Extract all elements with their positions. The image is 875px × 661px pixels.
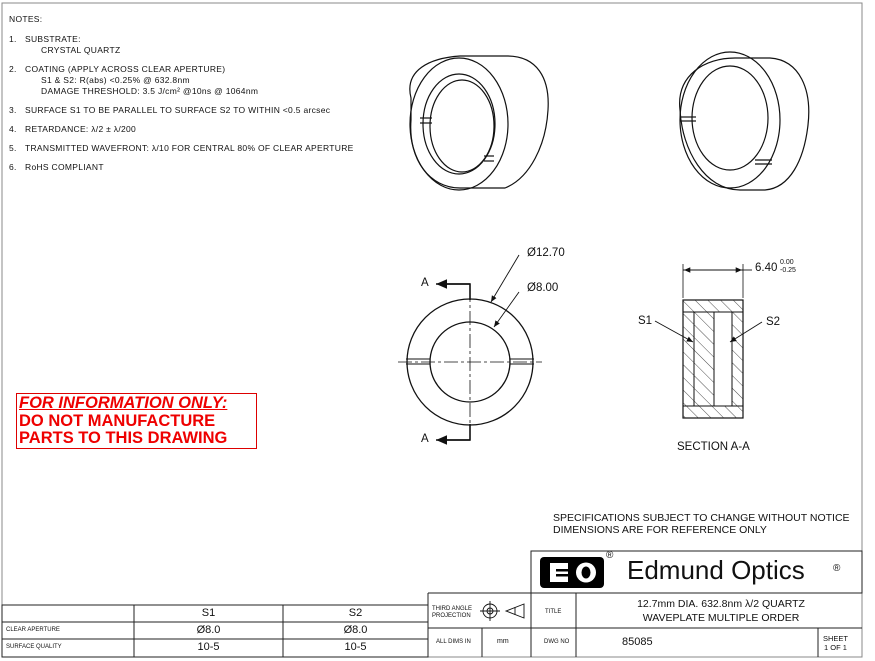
table-row-label: SURFACE QUALITY	[6, 644, 62, 650]
section-view	[655, 264, 762, 418]
note-item: 6. RoHS COMPLIANT	[9, 162, 104, 172]
s1-callout: S1	[638, 315, 653, 327]
iso-view-left	[410, 56, 548, 190]
dwg-number: 85085	[622, 636, 653, 648]
dwg-label: DWG NO	[544, 639, 570, 645]
iso-view-right	[680, 52, 809, 190]
title-label: TITLE	[545, 609, 562, 615]
title-line2: WAVEPLATE MULTIPLE ORDER	[642, 612, 800, 624]
notes-block	[9, 14, 354, 181]
section-mark-top: A	[421, 277, 429, 289]
table-cell: Ø8.0	[343, 624, 368, 636]
table-header-s1: S1	[201, 607, 216, 619]
notes-heading: NOTES:	[9, 14, 43, 24]
dims-label: ALL DIMS IN	[436, 639, 471, 645]
section-label: SECTION A-A	[677, 441, 750, 453]
thickness-tol-lower: -0.25	[780, 267, 796, 274]
s2-callout: S2	[766, 316, 781, 328]
note-item: 4. RETARDANCE: λ/2 ± λ/200	[9, 124, 137, 134]
note-item: 2. COATING (APPLY ACROSS CLEAR APERTURE) S1 & S2: R(abs) <0.25% @ 632.8nm DAMAGE THRESHOLD: 3.5 J/cm² @10ns @ 1064nm	[9, 64, 259, 96]
table-header-s2: S2	[348, 607, 363, 619]
registered-mark: ®	[606, 550, 614, 561]
table-cell: 10-5	[197, 641, 220, 653]
spec-note: SPECIFICATIONS SUBJECT TO CHANGE WITHOUT NOTICE DIMENSIONS ARE FOR REFERENCE ONLY	[553, 512, 850, 536]
title-line1: 12.7mm DIA. 632.8nm λ/2 QUARTZ	[637, 598, 805, 610]
section-mark-bottom: A	[421, 433, 429, 445]
table-cell: Ø8.0	[196, 624, 221, 636]
units-value: mm	[497, 638, 509, 645]
outer-diameter-dim: Ø12.70	[527, 247, 565, 259]
sheet-value: 1 OF 1	[824, 643, 847, 652]
projection-symbol	[480, 601, 524, 621]
table-cell: 10-5	[344, 641, 367, 653]
sheet-label: SHEET	[823, 634, 849, 643]
projection-label: THIRD ANGLE PROJECTION	[432, 606, 473, 619]
edmund-logo	[540, 557, 604, 588]
note-item: 5. TRANSMITTED WAVEFRONT: λ/10 FOR CENTRAL 80% OF CLEAR APERTURE	[9, 143, 354, 153]
front-view	[398, 255, 542, 440]
inner-diameter-dim: Ø8.00	[527, 282, 559, 294]
note-item: 3. SURFACE S1 TO BE PARALLEL TO SURFACE S2 TO WITHIN <0.5 arcsec	[9, 105, 331, 115]
company-name: Edmund Optics	[627, 555, 805, 585]
thickness-dim: 6.40	[755, 262, 778, 274]
registered-mark-company: ®	[833, 563, 841, 574]
note-item: 1. SUBSTRATE: CRYSTAL QUARTZ	[9, 34, 121, 55]
table-row-label: CLEAR APERTURE	[6, 627, 60, 633]
information-only-warning: FOR INFORMATION ONLY: DO NOT MANUFACTURE PARTS TO THIS DRAWING	[16, 393, 257, 449]
thickness-tol-upper: 0.00	[780, 259, 794, 266]
